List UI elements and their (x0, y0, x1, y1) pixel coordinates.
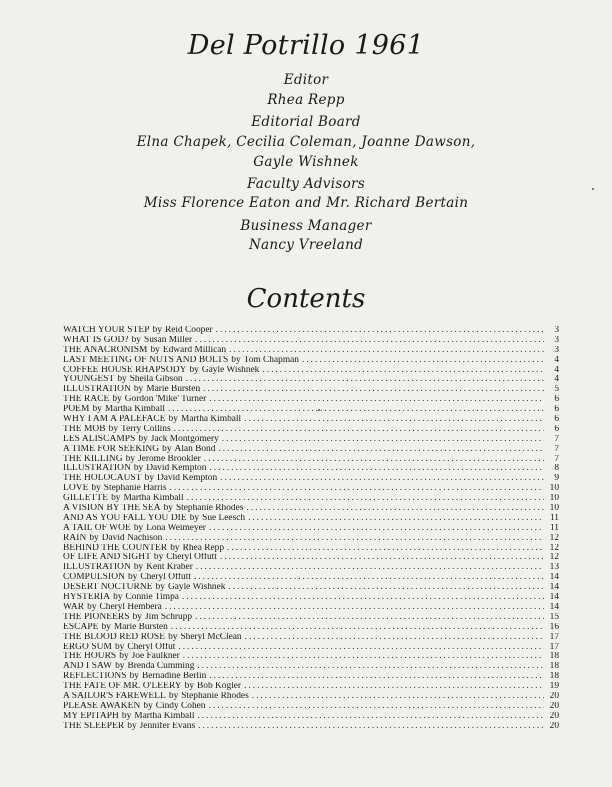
toc-entry-page: 11 (549, 513, 559, 523)
toc-entry-by: by (111, 494, 121, 504)
toc-entry (63, 623, 559, 633)
toc-entry-page: 7 (554, 434, 559, 444)
toc-entry-author: David Kempton (146, 464, 207, 474)
business-manager-name: Nancy Vreeland (248, 237, 364, 253)
dot-leader (222, 435, 544, 445)
dot-leader (244, 415, 544, 425)
dot-leader (228, 583, 544, 593)
toc-entry-by: by (114, 642, 125, 652)
toc-entry-by: by (170, 543, 180, 553)
toc-entry-by: by (189, 365, 199, 375)
toc-entry-author: Reid Cooper (164, 326, 213, 335)
dot-leader (209, 524, 544, 534)
toc-entry-by: by (133, 385, 144, 395)
editor-name: Rhea Repp (267, 92, 345, 108)
paper-speck (592, 188, 594, 190)
toc-entry-author: Cheryl Offut (127, 642, 176, 652)
toc-entry-by: by (129, 672, 139, 682)
toc-entry (63, 534, 559, 544)
dot-leader (187, 494, 544, 504)
toc-entry-page: 18 (549, 662, 559, 672)
toc-entry-title: REFLECTIONS (63, 672, 127, 682)
faculty-advisors-names: Miss Florence Eaton and Mr. Richard Bertain (143, 195, 469, 211)
editorial-board-names: Elna Chapek, Cecilia Coleman, Joanne Dawson, (136, 134, 476, 150)
toc-entry-title: THE RACE (63, 395, 110, 405)
toc-entry-by: by (133, 563, 144, 573)
toc-entry-title: YOUNGEST (63, 375, 115, 385)
toc-entry-title: DESERT NOCTURNE (63, 583, 153, 593)
dot-leader (197, 662, 544, 672)
toc-entry-author: Martha Kimball (123, 494, 184, 504)
toc-entry-author: Bob Kogler (197, 682, 242, 692)
toc-entry-by: by (87, 602, 97, 612)
toc-entry-page: 10 (549, 494, 559, 504)
toc-entry-page: 16 (549, 622, 559, 632)
toc-entry (63, 712, 559, 722)
toc-entry-title: COFFEE HOUSE RHAPSODY (63, 365, 187, 375)
dot-leader (195, 613, 544, 623)
toc-entry-by: by (131, 335, 141, 345)
toc-entry (63, 405, 559, 415)
toc-entry (63, 682, 559, 692)
toc-entry-by: by (108, 424, 119, 434)
toc-entry-author: Stephanie Harris (103, 484, 167, 494)
toc-entry-page: 3 (554, 335, 559, 345)
dot-leader (203, 385, 544, 395)
toc-entry-by: by (168, 691, 179, 701)
toc-entry (63, 464, 559, 474)
toc-entry-page: 20 (549, 721, 559, 731)
toc-entry (63, 484, 559, 494)
toc-entry-by: by (125, 454, 136, 464)
dot-leader (246, 504, 544, 514)
toc-entry-by: by (101, 622, 111, 632)
dot-leader (165, 534, 544, 544)
toc-entry-page: 11 (549, 523, 559, 533)
dot-leader (195, 336, 544, 346)
toc-entry-by: by (162, 444, 172, 454)
toc-entry-author: Martha Kimball (104, 405, 165, 415)
toc-entry-title: THE PIONEERS (63, 612, 130, 622)
toc-entry-page: 4 (554, 355, 559, 365)
toc-entry-page: 6 (554, 424, 559, 434)
toc-entry-title: WAR (63, 602, 85, 612)
toc-entry-author: Edward Millican (162, 345, 227, 355)
toc-entry-title: THE HOLOCAUST (63, 474, 142, 484)
toc-entry-page: 12 (549, 543, 559, 553)
toc-entry-by: by (168, 415, 178, 425)
toc-entry-page: 12 (549, 533, 559, 543)
toc-entry-title: WHAT IS GOD? (63, 335, 129, 345)
toc-entry-title: LOVE (63, 484, 89, 494)
toc-entry-author: Martha Kimball (134, 711, 195, 721)
toc-entry (63, 504, 559, 514)
toc-entry-title: THE BLOOD RED ROSE (63, 632, 166, 642)
table-of-contents (63, 326, 559, 732)
contents-heading: Contents (246, 284, 366, 314)
dot-leader (220, 553, 544, 563)
toc-entry-title: THE KILLING (63, 454, 123, 464)
toc-entry-author: Alan Bond (174, 444, 216, 454)
toc-entry-author: Terry Collins (121, 424, 171, 434)
toc-entry-page: 5 (554, 385, 559, 395)
toc-entry (63, 652, 559, 662)
toc-entry-author: Marie Bursten (113, 622, 168, 632)
toc-entry-author: Rhea Repp (182, 543, 225, 553)
toc-entry-author: Gordon 'Mike' Turner (124, 395, 207, 405)
toc-entry-by: by (155, 583, 165, 593)
toc-entry (63, 692, 559, 702)
toc-entry-by: by (133, 464, 144, 474)
toc-entry-by: by (189, 513, 200, 523)
dot-leader (252, 692, 544, 702)
toc-entry (63, 336, 559, 346)
toc-entry (63, 613, 559, 623)
dot-leader (165, 603, 544, 613)
toc-entry-page: 18 (549, 652, 559, 662)
toc-entry-title: LAST MEETING OF NUTS AND BOLTS (63, 355, 229, 365)
toc-entry-title: COMPULSION (63, 573, 125, 583)
toc-entry-by: by (143, 701, 153, 711)
toc-entry-author: Kent Kraber (146, 563, 193, 573)
toc-entry-author: Sheila Gibson (129, 375, 183, 385)
toc-entry-by: by (127, 573, 138, 583)
toc-entry-page: 19 (549, 682, 559, 692)
toc-entry-title: ERGO SUM (63, 642, 112, 652)
toc-entry-title: OF LIFE AND SIGHT (63, 553, 151, 563)
toc-entry-page: 6 (554, 405, 559, 415)
toc-entry-by: by (184, 682, 195, 692)
toc-entry-page: 14 (549, 593, 559, 603)
toc-entry-author: Stephanie Rhodes (175, 504, 244, 514)
dot-leader (168, 405, 544, 415)
toc-entry-title: A VISION BY THE SEA (63, 504, 161, 514)
dot-leader (182, 593, 544, 603)
toc-entry-title: GILLETTE (63, 494, 109, 504)
toc-entry-page: 7 (554, 444, 559, 454)
dot-leader (196, 563, 544, 573)
toc-entry-page: 3 (554, 345, 559, 355)
toc-entry (63, 544, 559, 554)
paper-speck (318, 409, 320, 411)
toc-entry-title: ESCAPE (63, 622, 99, 632)
toc-entry-by: by (127, 721, 137, 731)
faculty-advisors-label: Faculty Advisors (247, 176, 365, 192)
toc-entry (63, 633, 559, 643)
toc-entry-by: by (92, 405, 102, 415)
dot-leader (209, 672, 544, 682)
toc-entry (63, 553, 559, 563)
toc-entry (63, 583, 559, 593)
toc-entry-page: 13 (549, 563, 559, 573)
dot-leader (302, 356, 544, 366)
toc-entry-title: A SAILOR'S FAREWELL (63, 691, 166, 701)
toc-entry-by: by (153, 553, 164, 563)
toc-entry (63, 593, 559, 603)
toc-entry (63, 494, 559, 504)
dot-leader (183, 652, 544, 662)
dot-leader (229, 346, 544, 356)
toc-entry-by: by (132, 612, 142, 622)
toc-entry-title: WHY I AM A PALEFACE (63, 415, 166, 425)
toc-entry-by: by (144, 474, 155, 484)
toc-entry-title: POEM (63, 405, 90, 415)
toc-entry-page: 4 (554, 365, 559, 375)
toc-entry-title: ILLUSTRATION (63, 464, 131, 474)
toc-entry-by: by (121, 711, 132, 721)
toc-entry (63, 524, 559, 534)
toc-entry-title: WATCH YOUR STEP (63, 326, 150, 335)
dot-leader (197, 712, 544, 722)
dot-leader (194, 573, 544, 583)
editorial-board-names-cont: Gayle Wishnek (253, 154, 359, 170)
toc-entry-author: Lona Weimeyer (146, 523, 206, 533)
toc-entry (63, 722, 559, 732)
toc-entry-author: Cheryl Offutt (166, 553, 217, 563)
toc-entry-author: David Nachison (101, 533, 163, 543)
toc-entry-by: by (133, 523, 144, 533)
toc-entry-page: 7 (554, 454, 559, 464)
dot-leader (245, 633, 544, 643)
toc-entry-title: A TIME FOR SEEKING (63, 444, 160, 454)
dot-leader (218, 445, 544, 455)
dot-leader (244, 682, 544, 692)
toc-entry-page: 12 (549, 553, 559, 563)
toc-entry-page: 6 (554, 395, 559, 405)
dot-leader (171, 623, 544, 633)
toc-entry (63, 643, 559, 653)
toc-entry (63, 425, 559, 435)
dot-leader (262, 366, 544, 376)
toc-entry-by: by (231, 355, 241, 365)
toc-entry (63, 385, 559, 395)
toc-entry-page: 8 (554, 464, 559, 474)
toc-entry-by: by (112, 395, 122, 405)
toc-entry-page: 4 (554, 375, 559, 385)
toc-entry-by: by (91, 484, 101, 494)
toc-entry-page: 15 (549, 612, 559, 622)
toc-entry (63, 415, 559, 425)
toc-entry-title: AND AS YOU FALL YOU DIE (63, 513, 187, 523)
toc-entry (63, 514, 559, 524)
editorial-board-label: Editorial Board (251, 114, 361, 130)
toc-entry-page: 14 (549, 583, 559, 593)
toc-entry-author: Cheryl Offutt (140, 573, 191, 583)
toc-entry-author: Bernadine Berlin (141, 672, 207, 682)
toc-entry-title: MY EPITAPH (63, 711, 119, 721)
toc-entry-author: Brenda Cumming (127, 662, 195, 672)
toc-entry-author: Joe Faulkner (131, 652, 180, 662)
toc-entry (63, 375, 559, 385)
toc-entry-author: Jennifer Evans (139, 721, 196, 731)
dot-leader (186, 375, 544, 385)
toc-entry-author: Marie Bursten (146, 385, 201, 395)
toc-entry-author: Sheryl McClean (180, 632, 242, 642)
toc-entry-title: HYSTERIA (63, 593, 111, 603)
toc-entry-by: by (168, 632, 178, 642)
dot-leader (178, 643, 544, 653)
toc-entry-page: 20 (549, 691, 559, 701)
toc-entry-author: Stephanie Rhodes (181, 691, 249, 701)
toc-entry (63, 662, 559, 672)
toc-entry-by: by (138, 434, 148, 444)
toc-entry (63, 356, 559, 366)
dot-leader (209, 702, 545, 712)
toc-entry-title: THE ANACRONISM (63, 345, 148, 355)
toc-entry (63, 702, 559, 712)
toc-entry-title: A TAIL OF WOE (63, 523, 131, 533)
toc-entry-page: 10 (549, 484, 559, 494)
toc-entry-page: 9 (554, 474, 559, 484)
dot-leader (216, 326, 544, 336)
toc-entry-author: Jim Schrupp (144, 612, 193, 622)
toc-entry-title: THE FATE OF MR. O'LEERY (63, 682, 182, 692)
dot-leader (220, 474, 544, 484)
dot-leader (209, 464, 544, 474)
toc-entry-page: 3 (554, 326, 559, 335)
dot-leader (198, 722, 544, 732)
toc-entry (63, 474, 559, 484)
toc-entry-author: Gayle Wishnek (167, 583, 226, 593)
toc-entry-by: by (150, 345, 160, 355)
toc-entry-title: RAIN (63, 533, 87, 543)
toc-entry (63, 445, 559, 455)
toc-entry-author: Jack Montgomery (150, 434, 219, 444)
toc-entry (63, 563, 559, 573)
toc-entry-page: 14 (549, 602, 559, 612)
toc-entry (63, 435, 559, 445)
toc-entry (63, 395, 559, 405)
toc-entry-title: BEHIND THE COUNTER (63, 543, 168, 553)
toc-entry (63, 573, 559, 583)
dot-leader (170, 484, 544, 494)
toc-entry-by: by (119, 652, 129, 662)
dot-leader (174, 425, 544, 435)
dot-leader (248, 514, 544, 524)
toc-entry-author: Cindy Cohen (155, 701, 206, 711)
toc-entry-page: 18 (549, 672, 559, 682)
toc-entry-author: Connie Timpa (125, 593, 179, 603)
toc-entry-title: THE HOURS (63, 652, 117, 662)
toc-entry (63, 366, 559, 376)
toc-entry-title: ILLUSTRATION (63, 385, 131, 395)
magazine-title: Del Potrillo 1961 (187, 30, 425, 61)
dot-leader (209, 395, 544, 405)
toc-entry-title: AND I SAW (63, 662, 113, 672)
toc-entry-title: ILLUSTRATION (63, 563, 131, 573)
toc-entry-author: David Kempton (157, 474, 218, 484)
toc-entry-by: by (163, 504, 173, 514)
toc-entry-author: Sue Leesch (202, 513, 246, 523)
toc-entry-page: 14 (549, 573, 559, 583)
toc-entry-author: Cheryl Hembera (99, 602, 162, 612)
toc-entry-page: 20 (549, 701, 559, 711)
toc-entry (63, 346, 559, 356)
toc-entry-page: 20 (549, 711, 559, 721)
toc-entry-by: by (113, 593, 123, 603)
toc-entry-by: by (152, 326, 162, 335)
dot-leader (204, 455, 544, 465)
toc-entry-author: Tom Chapman (243, 355, 299, 365)
toc-entry-by: by (117, 375, 127, 385)
business-manager-label: Business Manager (240, 218, 372, 234)
toc-entry-by: by (89, 533, 99, 543)
toc-entry-page: 17 (549, 642, 559, 652)
toc-entry-by: by (115, 662, 125, 672)
toc-entry-page: 10 (549, 504, 559, 514)
editor-label: Editor (283, 72, 329, 88)
toc-entry (63, 603, 559, 613)
toc-entry (63, 455, 559, 465)
toc-entry-page: 6 (554, 415, 559, 425)
toc-entry (63, 326, 559, 336)
toc-entry-title: LES ALISCAMPS (63, 434, 136, 444)
toc-entry-page: 17 (549, 632, 559, 642)
dot-leader (227, 544, 544, 554)
toc-entry-title: PLEASE AWAKEN (63, 701, 141, 711)
toc-entry-author: Susan Miller (143, 335, 193, 345)
toc-entry-author: Jerome Brookler (138, 454, 201, 464)
toc-entry-title: THE SLEEPER (63, 721, 125, 731)
toc-entry-title: THE MOB (63, 424, 106, 434)
toc-entry-author: Martha Kimball (180, 415, 242, 425)
toc-entry-author: Gayle Wishnek (201, 365, 260, 375)
toc-entry (63, 672, 559, 682)
